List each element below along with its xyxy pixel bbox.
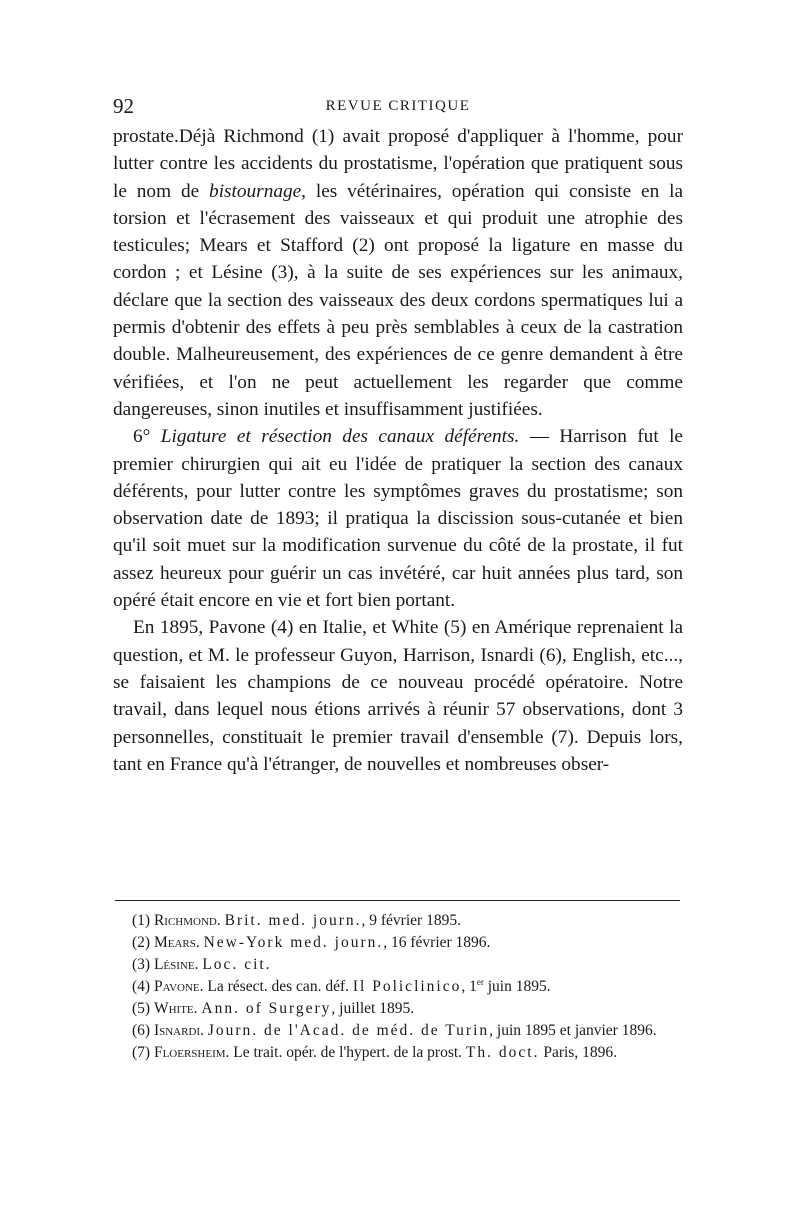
footnote-rest: , juin 1895 et janvier 1896.	[489, 1022, 657, 1039]
footnote-rule	[115, 900, 680, 901]
paragraph-2	[113, 423, 683, 614]
footnote-rest-2: juin 1895.	[483, 978, 551, 995]
footnote-4	[115, 976, 678, 998]
paragraph-1-italic-term: bistournage	[209, 180, 302, 202]
body-text	[113, 123, 683, 778]
footnote-title: La résect. des can. déf.	[203, 978, 353, 995]
section-heading: Ligature et résection des canaux déférents.	[160, 426, 520, 448]
footnote-source: Loc. cit.	[202, 956, 272, 973]
footnote-number: (7)	[132, 1044, 151, 1061]
footnote-rest: Paris, 1896.	[539, 1044, 617, 1061]
paragraph-2-text: — Harrison fut le premier chirurgien qui ait eu l'idée de pratiquer la section des canaux déférents, pour lutter contre les symptômes graves du prostatisme; son observation date de 1893; il pratiqua la discission sous-cutanée et bien qu'il soit muet sur la modification survenue du côté de la prostate, il fut assez heureux pour guérir un cas invétéré, car huit années plus tard, son opéré était encore en vie et fort bien portant.	[113, 426, 683, 612]
paragraph-3: En 1895, Pavone (4) en Italie, et White (5) en Amérique reprenaient la question, et M. le professeur Guyon, Harrison, Isnardi (6), English, etc..., se faisaient les champions de ce nouveau procédé opératoire. Notre travail, dans lequel nous étions arrivés à réunir 57 observations, dont 3 personnelles, constituait le premier travail d'ensemble (7). Depuis lors, tant en France qu'à l'étranger, de nouvelles et nombreuses obser-	[113, 617, 683, 775]
running-head: REVUE CRITIQUE	[325, 98, 471, 114]
footnote-source: Ann. of Surgery	[201, 1000, 332, 1017]
footnote-3	[115, 954, 678, 976]
footnote-author: White.	[153, 1000, 198, 1017]
footnote-rest: , 1	[461, 978, 477, 995]
footnote-author: Mears.	[153, 934, 200, 951]
footnote-source: Il Policlinico	[352, 978, 462, 995]
footnote-source: New-York med. journ.	[203, 934, 384, 951]
footnote-author: Lésine.	[153, 956, 199, 973]
footnote-source: Th. doct.	[465, 1044, 540, 1061]
page-number: 92	[113, 94, 134, 118]
footnote-source: Brit. med. journ.	[224, 912, 362, 929]
footnote-2	[115, 932, 678, 954]
footnote-6	[115, 1020, 678, 1042]
paragraph-1-text-a: prostate.Déjà Richmond (1) avait proposé d'appliquer à l'homme, pour lutter contre les accidents du prostatisme, l'opération que pratiquent sous le nom de	[113, 126, 683, 202]
footnotes	[115, 910, 678, 1064]
footnote-number: (4)	[132, 978, 151, 995]
page-header	[113, 90, 683, 120]
footnote-7	[115, 1042, 678, 1064]
footnote-rest: , 9 février 1895.	[361, 912, 461, 929]
footnote-number: (6)	[132, 1022, 151, 1039]
footnote-number: (2)	[132, 934, 151, 951]
footnote-author: Richmond.	[153, 912, 221, 929]
paragraph-1	[113, 123, 683, 423]
footnote-author: Floersheim.	[153, 1044, 230, 1061]
footnote-source: Journ. de l'Acad. de méd. de Turin	[207, 1022, 490, 1039]
footnote-rest: , 16 février 1896.	[383, 934, 491, 951]
footnote-number: (5)	[132, 1000, 151, 1017]
footnote-number: (1)	[132, 912, 151, 929]
footnote-5	[115, 998, 678, 1020]
footnote-number: (3)	[132, 956, 151, 973]
footnote-rest: , juillet 1895.	[331, 1000, 415, 1017]
footnote-author: Pavone.	[153, 978, 204, 995]
section-number: 6°	[133, 426, 151, 448]
footnote-1	[115, 910, 678, 932]
paragraph-1-text-b: , les vétérinaires, opération qui consiste en la torsion et l'écrasement des vaisseaux et qui produit une atrophie des testicules; Mears et Stafford (2) ont proposé la ligature en masse du cordon ; et Lésine (3), à la suite de ses expériences sur les animaux, déclare que la section des vaisseaux des deux cordons spermatiques lui a permis d'obtenir des effets à peu près semblables à ceux de la castration double. Malheureusement, des expériences de ce genre demandent à être vérifiées, et l'on ne peut actuellement les regarder que comme dangereuses, sinon inutiles et insuffisamment justifiées.	[113, 180, 684, 420]
footnote-title: Le trait. opér. de l'hypert. de la prost.	[229, 1044, 466, 1061]
footnote-author: Isnardi.	[153, 1022, 204, 1039]
footnote-superscript: er	[476, 976, 484, 987]
